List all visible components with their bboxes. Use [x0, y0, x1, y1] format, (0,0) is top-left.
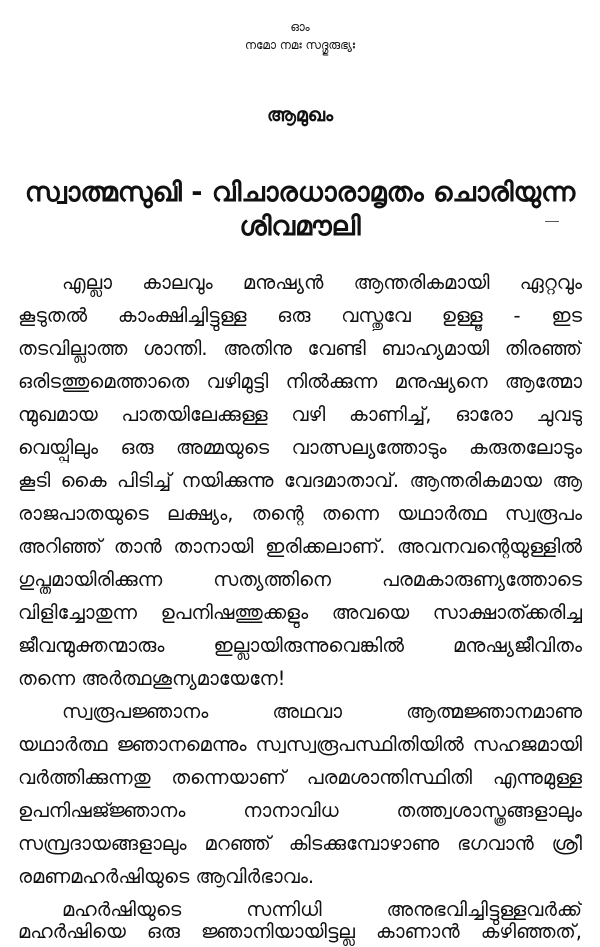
section-title: ആമുഖം	[266, 104, 334, 126]
paragraph-line: ഒരിടത്തുമെത്താതെ വഴിമുട്ടി നിൽക്കുന്ന മനുഷ്യനെ ആത്മോ	[18, 370, 582, 393]
paragraph-line: വർത്തിക്കുന്നതു തന്നെയാണ് പരമശാന്തിസ്ഥിതി എന്നുമുള്ള	[18, 766, 582, 789]
paragraph-line: ജീവന്മുക്തന്മാരും ഇല്ലായിരുന്നുവെങ്കിൽ മനുഷ്യജീവിതം	[18, 634, 582, 657]
paragraph-line: ഉപനിഷജ്ജ്ഞാനം നാനാവിധ തത്ത്വശാസ്ത്രങ്ങളാലും	[18, 799, 582, 822]
om-invocation: ഓം	[290, 20, 310, 34]
paragraph-line: സ്വരൂപജ്ഞാനം അഥവാ ആത്മജ്ഞാനമാണു	[62, 700, 582, 723]
paragraph-line: രാജപാതയുടെ ലക്ഷ്യം, തന്റെ തന്നെ യഥാർത്ഥ സ്വരൂപം	[18, 502, 582, 525]
guru-salutation: നമോ നമഃ സദ്ഗുരുഭ്യഃ	[244, 38, 356, 52]
paragraph-line: ന്മുഖമായ പാതയിലേക്കുള്ള വഴി കാണിച്ച്, ഓരോ ചുവടു	[18, 403, 582, 426]
paragraph-line: വിളിച്ചോതുന്ന ഉപനിഷത്തുക്കളും അവയെ സാക്ഷാത്ക്കരിച്ച	[18, 601, 582, 624]
paragraph-line: സമ്പ്രദായങ്ങളാലും മറഞ്ഞ് കിടക്കുമ്പോഴാണു ഭഗവാൻ ശ്രീ	[18, 832, 582, 855]
paragraph-line: മഹർഷിയുടെ സന്നിധി അനുഭവിച്ചിട്ടുള്ളവർക്ക്	[62, 898, 582, 921]
paragraph-line: ഗുപ്തമായിരിക്കുന്ന സത്യത്തിനെ പരമകാരുണ്യത്തോടെ	[18, 568, 582, 591]
paragraph-line: എല്ലാ കാലവും മനുഷ്യൻ ആന്തരികമായി ഏറ്റവും	[62, 271, 582, 294]
margin-mark	[545, 221, 559, 222]
paragraph-line: വെയ്പ്പിലും ഒരു അമ്മയുടെ വാത്സല്യത്തോടും കരുതലോടും	[18, 436, 582, 459]
main-title-line-1: സ്വാത്മസുഖി - വിചാരധാരാമൃതം ചൊരിയുന്ന	[24, 177, 576, 208]
paragraph-line: അറിഞ്ഞ് താൻ താനായി ഇരിക്കലാണ്. അവനവന്റെയുള്ളിൽ	[18, 535, 582, 558]
paragraph-line: തടവില്ലാത്ത ശാന്തി. അതിനു വേണ്ടി ബാഹ്യമായി തിരഞ്ഞ്	[18, 337, 582, 360]
paragraph-line: മഹർഷിയെ ഒരു ജ്ഞാനിയായിട്ടല്ല കാണാൻ കഴിഞ്ഞത്,	[18, 920, 582, 943]
paragraph-line: രമണമഹർഷിയുടെ ആവിർഭാവം.	[18, 865, 315, 888]
main-title-line-2: ശിവമൗലി	[239, 211, 361, 242]
paragraph-line: യഥാർത്ഥ ജ്ഞാനമെന്നും സ്വസ്വരൂപസ്ഥിതിയിൽ സഹജമായി	[18, 733, 582, 756]
paragraph-line: കൂടുതൽ കാംക്ഷിച്ചിട്ടുള്ള ഒരു വസ്തുവേ ഉള്ളൂ - ഇട	[18, 304, 582, 327]
paragraph-line: തന്നെ അർത്ഥശൂന്യമായേനേ!	[18, 667, 286, 690]
paragraph-line: കൂടി കൈ പിടിച്ച് നയിക്കുന്നു വേദമാതാവ്. ആന്തരികമായ ആ	[18, 469, 582, 492]
